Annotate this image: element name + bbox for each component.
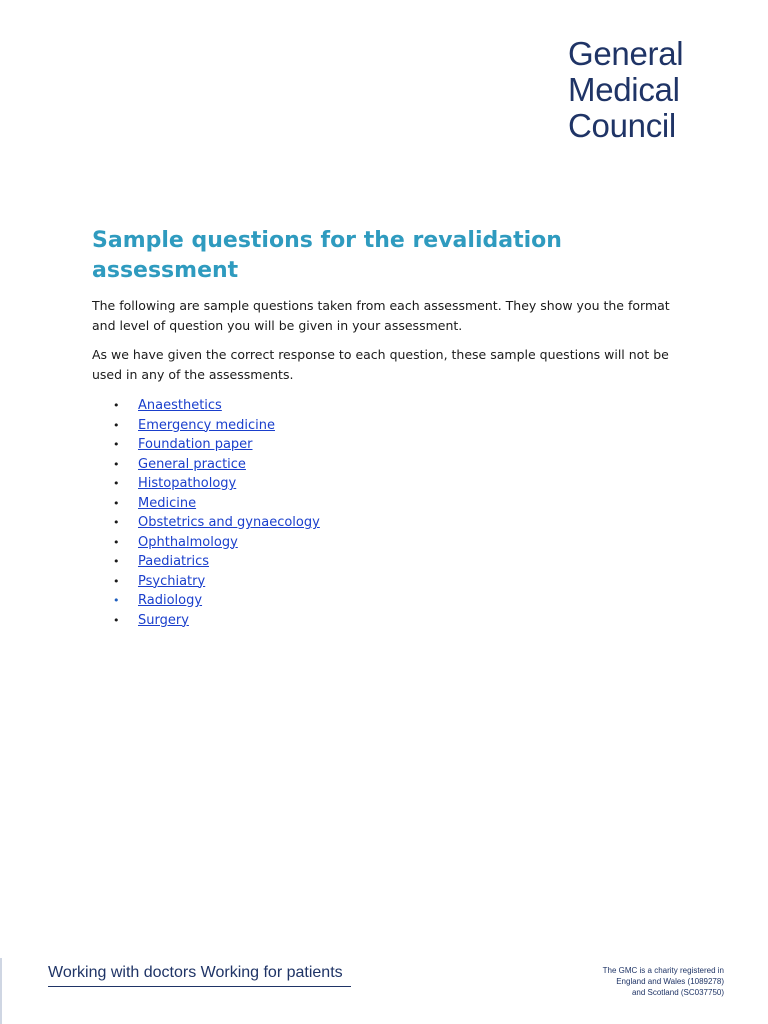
bullet-icon: • <box>113 418 120 432</box>
list-item <box>113 533 320 553</box>
intro-paragraph: The following are sample questions taken from each assessment. They show you the format and level of question you will be given in your assessment. <box>92 298 670 333</box>
list-item <box>113 474 320 494</box>
logo-line-2: Medical <box>568 71 680 108</box>
list-item <box>113 416 320 436</box>
link-emergency-medicine[interactable]: Emergency medicine <box>138 417 275 433</box>
assessment-link-list <box>113 396 320 630</box>
note-paragraph: As we have given the correct response to each question, these sample questions will not be used in any of the assessments. <box>92 347 669 382</box>
list-item <box>113 611 320 631</box>
list-item <box>113 494 320 514</box>
list-item <box>113 435 320 455</box>
link-histopathology[interactable]: Histopathology <box>138 476 237 491</box>
link-obstetrics-and-gynaecology[interactable]: Obstetrics and gynaecology <box>138 515 320 530</box>
link-foundation-paper[interactable]: Foundation paper <box>138 437 253 452</box>
link-paediatrics[interactable]: Paediatrics <box>138 554 210 569</box>
charity-notice-line-1: The GMC is a charity registered in <box>602 966 724 975</box>
bullet-icon: • <box>113 438 120 451</box>
logo-line-1: General <box>568 35 684 72</box>
list-item <box>113 591 320 611</box>
bullet-icon: • <box>113 535 120 549</box>
bullet-icon: • <box>113 555 120 568</box>
logo-line-3: Council <box>568 107 676 144</box>
link-ophthalmology[interactable]: Ophthalmology <box>138 534 238 550</box>
gmc-logo <box>568 36 683 144</box>
link-medicine[interactable]: Medicine <box>138 495 197 511</box>
list-item <box>113 552 320 572</box>
bullet-icon: • <box>113 399 120 412</box>
bullet-icon: • <box>113 457 120 471</box>
bullet-icon: • <box>113 594 120 607</box>
link-radiology[interactable]: Radiology <box>138 593 203 608</box>
list-item <box>113 455 320 475</box>
link-psychiatry[interactable]: Psychiatry <box>138 573 206 589</box>
link-surgery[interactable]: Surgery <box>138 612 189 628</box>
list-item <box>113 513 320 533</box>
page-title: Sample questions for the revalidation assessment <box>92 228 562 283</box>
charity-notice-line-3: and Scotland (SC037750) <box>631 988 724 997</box>
bullet-icon: • <box>113 516 120 529</box>
bullet-icon: • <box>113 477 120 490</box>
charity-notice <box>603 965 724 998</box>
link-anaesthetics[interactable]: Anaesthetics <box>138 398 222 413</box>
list-item <box>113 572 320 592</box>
footer-slogan: Working with doctors Working for patients <box>48 964 351 987</box>
link-general-practice[interactable]: General practice <box>138 456 246 472</box>
bullet-icon: • <box>113 613 120 627</box>
list-item <box>113 396 320 416</box>
bullet-icon: • <box>113 496 120 510</box>
bullet-icon: • <box>113 574 120 588</box>
charity-notice-line-2: England and Wales (1089278) <box>616 977 724 986</box>
footer-divider <box>0 958 2 1024</box>
